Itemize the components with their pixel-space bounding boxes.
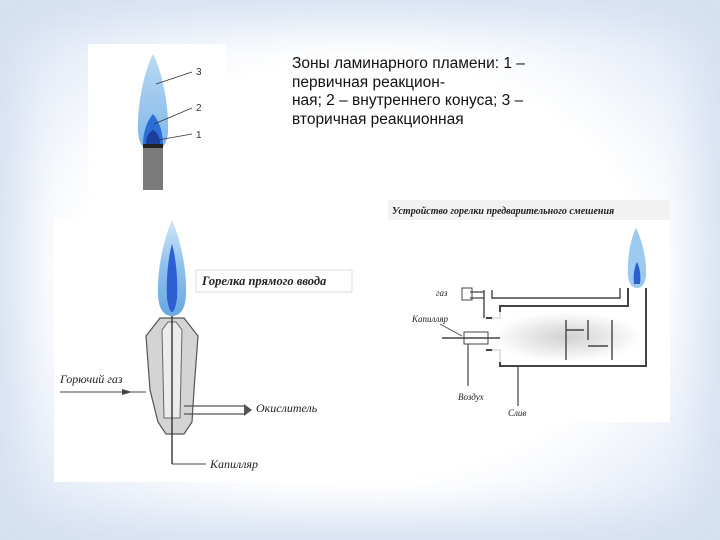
- caption-line-3: ная; 2 – внутреннего конуса; 3 –: [292, 92, 524, 109]
- capillary-label: Капилляр: [210, 457, 259, 471]
- zone-label-3: 3: [196, 67, 202, 78]
- direct-injection-burner-figure: [54, 218, 354, 482]
- direct-burner-diagram: [54, 218, 354, 482]
- caption-line-1: Зоны ламинарного пламени: 1 –: [292, 55, 525, 72]
- zone-label-1: 1: [196, 130, 202, 141]
- premix-burner-diagram: [388, 200, 670, 422]
- fuel-gas-label: Горючий газ: [60, 372, 123, 386]
- flame-zones-caption: [292, 55, 592, 129]
- caption-line-4: вторичная реакционная: [292, 110, 464, 128]
- premix-burner-title: Устройство горелки предварительного смешения: [392, 206, 615, 217]
- flame-zones-figure: [88, 44, 226, 194]
- premix-burner-figure: [388, 200, 670, 422]
- flame-zones-diagram: [88, 44, 226, 194]
- burner-tube: [143, 146, 163, 190]
- premix-capillary-label: Капилляр: [412, 314, 449, 324]
- oxidizer-label: Окислитель: [256, 401, 318, 415]
- zone-label-2: 2: [196, 103, 202, 114]
- caption-line-2: первичная реакцион-: [292, 73, 446, 91]
- gas-label: газ: [436, 288, 448, 298]
- drain-label: Слив: [508, 408, 527, 418]
- direct-burner-title: Горелка прямого ввода: [202, 274, 327, 288]
- air-label: Воздух: [458, 392, 484, 402]
